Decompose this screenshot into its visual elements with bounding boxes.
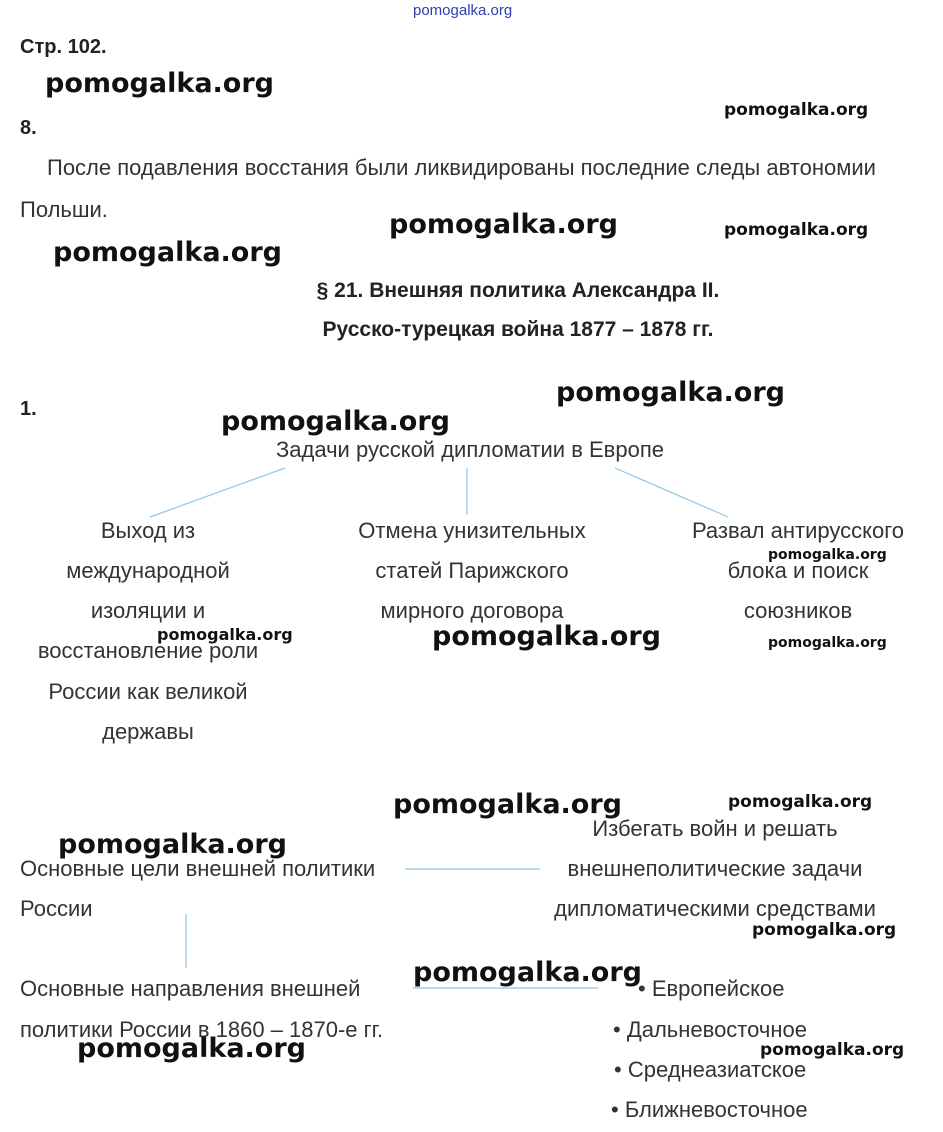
diagram-root: Задачи русской дипломатии в Европе — [275, 437, 664, 462]
goals-label-line2: России — [20, 896, 93, 921]
watermark: pomogalka.org — [45, 68, 274, 99]
branch-left-line: восстановление роли — [37, 638, 259, 663]
goals-value-line: внешнеполитические задачи — [567, 856, 863, 881]
page-reference: Стр. 102. — [20, 36, 107, 58]
goals-value-line: дипломатическими средствами — [554, 896, 876, 921]
watermark: pomogalka.org — [760, 1040, 905, 1060]
directions-label-line1: Основные направления внешней — [20, 976, 361, 1001]
watermark: pomogalka.org — [77, 1033, 306, 1064]
task1-number: 1. — [20, 398, 37, 420]
branch-left-line: Выход из — [100, 518, 196, 543]
watermark: pomogalka.org — [724, 100, 869, 120]
branch-center-line: Отмена унизительных — [358, 518, 586, 543]
watermark: pomogalka.org — [389, 209, 618, 240]
watermark: pomogalka.org — [728, 792, 873, 812]
task8-text-line2: Польши. — [20, 197, 108, 222]
watermark: pomogalka.org — [768, 547, 887, 563]
watermark: pomogalka.org — [752, 920, 897, 940]
connector-root-left — [150, 468, 285, 517]
direction-item: • Ближневосточное — [611, 1097, 808, 1122]
watermark: pomogalka.org — [432, 621, 661, 652]
watermark: pomogalka.org — [221, 406, 450, 437]
branch-right-line: союзников — [743, 598, 853, 623]
branch-center-line: мирного договора — [380, 598, 564, 623]
watermark: pomogalka.org — [556, 377, 785, 408]
directions-label-line2: политики России в 1860 – 1870-е гг. — [20, 1017, 384, 1042]
branch-left-line: державы — [102, 719, 194, 744]
watermark: pomogalka.org — [53, 237, 282, 268]
watermark: pomogalka.org — [157, 625, 293, 644]
top-watermark: pomogalka.org — [413, 2, 513, 19]
branch-right-line: блока и поиск — [727, 558, 869, 583]
direction-item: • Среднеазиатское — [614, 1057, 807, 1082]
connector-root-right — [615, 468, 728, 517]
branch-left-line: международной — [66, 558, 230, 583]
watermark: pomogalka.org — [768, 635, 887, 651]
task8-number: 8. — [20, 117, 37, 139]
task8-text-line1: После подавления восстания были ликвидированы последние следы автономии — [47, 155, 876, 180]
branch-center-line: статей Парижского — [375, 558, 569, 583]
watermark: pomogalka.org — [724, 220, 869, 240]
watermark: pomogalka.org — [413, 957, 642, 988]
section-title-line2: Русско-турецкая война 1877 – 1878 гг. — [322, 318, 714, 341]
direction-item: • Европейское — [638, 976, 785, 1001]
branch-left-line: России как великой — [48, 679, 248, 704]
branch-right-line: Развал антирусского — [691, 518, 905, 543]
direction-item: • Дальневосточное — [613, 1017, 807, 1042]
branch-left-line: изоляции и — [90, 598, 206, 623]
section-title-line1: § 21. Внешняя политика Александра II. — [316, 279, 720, 302]
goals-label-line1: Основные цели внешней политики — [20, 856, 376, 881]
watermark: pomogalka.org — [393, 789, 622, 820]
goals-value-line: Избегать войн и решать — [592, 816, 838, 841]
watermark: pomogalka.org — [58, 829, 287, 860]
